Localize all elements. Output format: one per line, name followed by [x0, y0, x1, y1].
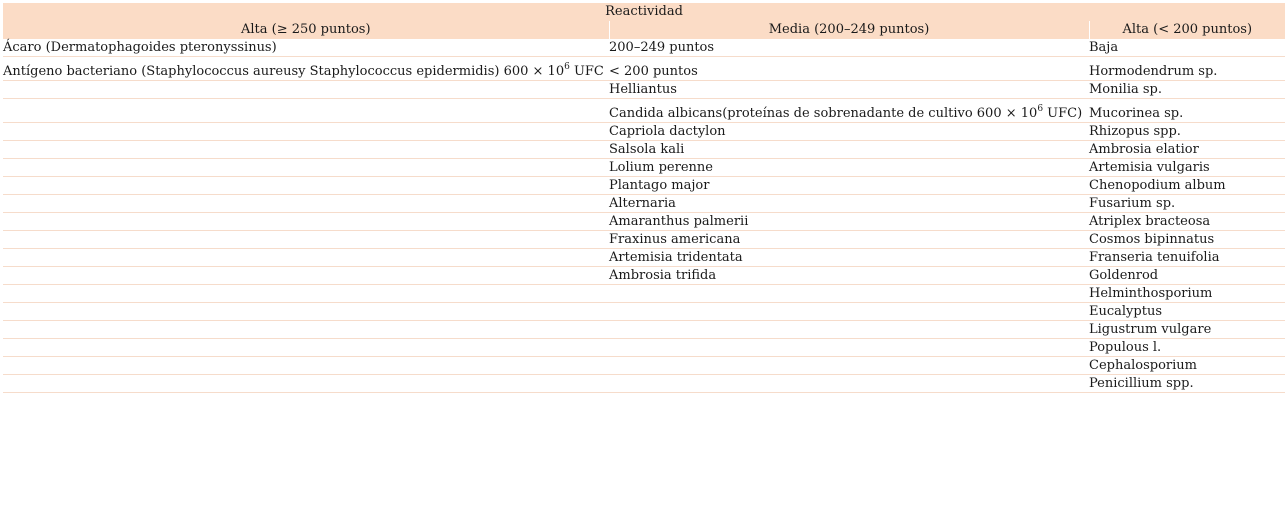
cell-text: Fusarium sp. [1089, 196, 1176, 211]
cell-text: Chenopodium album [1089, 178, 1226, 193]
cell-text: Lolium perenne [609, 160, 713, 175]
table-cell-low [1089, 357, 1285, 375]
table-cell-low [1089, 99, 1285, 123]
table-cell-high [3, 177, 609, 195]
table-cell-low [1089, 375, 1285, 393]
cell-text: Franseria tenuifolia [1089, 250, 1220, 265]
cell-text: Candida albicans(proteínas de sobrenadante de cultivo 600 × 10 [609, 106, 1038, 121]
cell-text: Alternaria [609, 196, 676, 211]
table-cell-medium [609, 267, 1089, 285]
table-cell-medium [609, 141, 1089, 159]
table-cell-high [3, 285, 609, 303]
cell-text: Cephalosporium [1089, 358, 1197, 373]
table-cell-low [1089, 231, 1285, 249]
table-row [3, 339, 1285, 357]
table-cell-high [3, 195, 609, 213]
table-cell-low [1089, 195, 1285, 213]
table-row [3, 123, 1285, 141]
table-row [3, 231, 1285, 249]
table-row [3, 195, 1285, 213]
table-cell-high [3, 357, 609, 375]
table-cell-high [3, 249, 609, 267]
group-header-row [3, 3, 1285, 21]
table-cell-low [1089, 285, 1285, 303]
table-cell-low [1089, 57, 1285, 81]
table-row [3, 321, 1285, 339]
table-cell-medium [609, 249, 1089, 267]
cell-text: Helminthosporium [1089, 286, 1213, 301]
cell-text: Populous l. [1089, 340, 1162, 355]
cell-text: 200–249 puntos [609, 40, 715, 55]
table-cell-medium [609, 285, 1089, 303]
cell-text: Atriplex bracteosa [1089, 214, 1211, 229]
cell-text: Helliantus [609, 82, 677, 97]
cell-text: Hormodendrum sp. [1089, 64, 1218, 79]
table-row [3, 375, 1285, 393]
table-cell-medium [609, 81, 1089, 99]
table-cell-high [3, 339, 609, 357]
cell-text: Plantago major [609, 178, 710, 193]
cell-superscript: 6 [1037, 104, 1044, 114]
table-cell-medium [609, 213, 1089, 231]
table-cell-medium [609, 39, 1089, 57]
table-cell-high [3, 375, 609, 393]
cell-text: < 200 puntos [609, 64, 698, 79]
table-row [3, 213, 1285, 231]
table-cell-high [3, 57, 609, 81]
table-body [3, 39, 1285, 393]
cell-text: Ligustrum vulgare [1089, 322, 1212, 337]
table-row [3, 357, 1285, 375]
cell-text: Ambrosia elatior [1089, 142, 1199, 157]
table-cell-high [3, 159, 609, 177]
table-row [3, 99, 1285, 123]
table-cell-low [1089, 213, 1285, 231]
cell-text: Rhizopus spp. [1089, 124, 1181, 139]
table-cell-low [1089, 141, 1285, 159]
table-cell-low [1089, 123, 1285, 141]
cell-superscript: 6 [564, 62, 570, 72]
table-row [3, 285, 1285, 303]
table-cell-medium [609, 339, 1089, 357]
table-cell-medium [609, 57, 1089, 81]
table-cell-high [3, 141, 609, 159]
cell-text: Penicillium spp. [1089, 376, 1194, 391]
cell-text: Baja [1089, 40, 1119, 55]
cell-text-suffix: UFC) [1043, 106, 1083, 121]
table-cell-medium [609, 231, 1089, 249]
table-row [3, 249, 1285, 267]
reactivity-table [3, 3, 1285, 393]
cell-text: Goldenrod [1089, 268, 1159, 283]
table-cell-low [1089, 321, 1285, 339]
cell-text: Cosmos bipinnatus [1089, 232, 1215, 247]
table-cell-high [3, 231, 609, 249]
table-row [3, 303, 1285, 321]
cell-text: Capriola dactylon [609, 124, 726, 139]
table-cell-high [3, 99, 609, 123]
table-cell-low [1089, 339, 1285, 357]
cell-text: Monilia sp. [1089, 82, 1162, 97]
table-row [3, 267, 1285, 285]
cell-text: Artemisia tridentata [609, 250, 743, 265]
table-cell-medium [609, 177, 1089, 195]
table-row [3, 159, 1285, 177]
table-cell-low [1089, 81, 1285, 99]
table-cell-high [3, 39, 609, 57]
cell-text: Ácaro (Dermatophagoides pteronyssinus) [3, 40, 277, 55]
table-cell-medium [609, 195, 1089, 213]
table-cell-low [1089, 249, 1285, 267]
table-row [3, 177, 1285, 195]
table-cell-medium [609, 99, 1089, 123]
table-cell-high [3, 303, 609, 321]
table-cell-low [1089, 159, 1285, 177]
table-cell-high [3, 123, 609, 141]
cell-text: Eucalyptus [1089, 304, 1162, 319]
column-header-low: Alta (< 200 puntos) [1089, 21, 1285, 39]
cell-text: Mucorinea sp. [1089, 106, 1184, 121]
table-cell-low [1089, 303, 1285, 321]
table-cell-medium [609, 357, 1089, 375]
cell-text: Artemisia vulgaris [1089, 160, 1210, 175]
table-row [3, 39, 1285, 57]
table-cell-medium [609, 303, 1089, 321]
column-header-medium: Media (200–249 puntos) [609, 21, 1089, 39]
cell-text-suffix: UFC [569, 64, 604, 79]
table-cell-low [1089, 39, 1285, 57]
table-cell-high [3, 321, 609, 339]
table-cell-medium [609, 159, 1089, 177]
cell-text: Antígeno bacteriano (Staphylococcus aureusy Staphylococcus epidermidis) 600 × 10 [3, 64, 565, 79]
table-cell-medium [609, 321, 1089, 339]
group-header: Reactividad [3, 3, 1285, 21]
cell-text: Salsola kali [609, 142, 685, 157]
table-cell-high [3, 213, 609, 231]
column-header-row [3, 21, 1285, 39]
cell-text: Fraxinus americana [609, 232, 741, 247]
cell-text: Amaranthus palmerii [609, 214, 749, 229]
column-header-high: Alta (≥ 250 puntos) [3, 21, 609, 39]
table-cell-low [1089, 267, 1285, 285]
table-row [3, 57, 1285, 81]
table-row [3, 141, 1285, 159]
table-cell-low [1089, 177, 1285, 195]
table-cell-medium [609, 123, 1089, 141]
table-cell-medium [609, 375, 1089, 393]
table-cell-high [3, 267, 609, 285]
table-row [3, 81, 1285, 99]
cell-text: Ambrosia trifida [609, 268, 717, 283]
table-cell-high [3, 81, 609, 99]
